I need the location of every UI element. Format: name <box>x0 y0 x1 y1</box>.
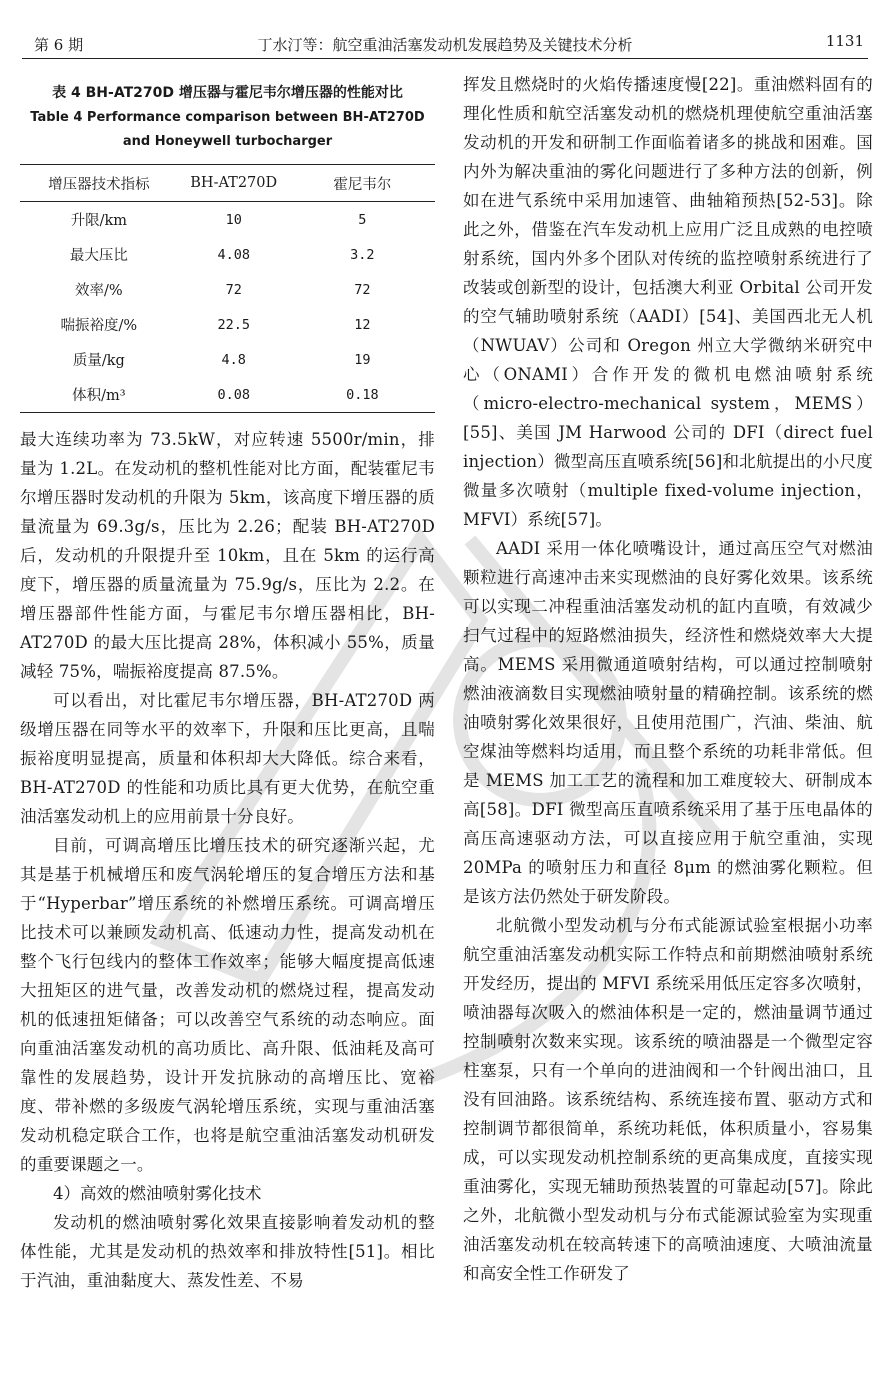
table-row <box>20 377 435 413</box>
table-row <box>20 342 435 377</box>
cell-bh: 4.08 <box>217 246 250 263</box>
row-label: 升限/km <box>70 213 128 229</box>
cell-bh: 4.8 <box>221 351 246 368</box>
table-row <box>20 202 435 238</box>
table-caption-cn: 表 4 BH-AT270D 增压器与霍尼韦尔增压器的性能对比 <box>52 85 403 101</box>
issue-number: 第 6 期 <box>34 36 84 54</box>
row-label: 喘振裕度/% <box>60 318 138 334</box>
cell-honeywell: 0.18 <box>346 386 379 403</box>
row-label: 最大压比 <box>69 248 128 264</box>
cell-honeywell: 12 <box>354 316 371 333</box>
cell-bh: 10 <box>225 211 242 228</box>
row-label: 体积/m³ <box>72 388 126 404</box>
left-body-text <box>20 425 435 1295</box>
cell-bh: 72 <box>225 281 242 298</box>
table-caption-en <box>20 106 435 154</box>
paragraph: 可以看出，对比霍尼韦尔增压器，BH-AT270D 两级增压器在同等水平的效率下，升限和压比更高，且喘振裕度明显提高，质量和体积却大大降低。综合来看，BH-AT270D 的性能和功质比具有更大优势，在航空重油活塞发动机上的应用前景十分良好。 <box>20 691 435 826</box>
section-subheading: 4）高效的燃油喷射雾化技术 <box>53 1184 262 1203</box>
paragraph: 挥发且燃烧时的火焰传播速度慢[22]。重油燃料固有的理化性质和航空活塞发动机的燃烧机理使航空重油活塞发动机的开发和研制工作面临着诸多的挑战和困难。国内外为解决重油的雾化问题进行了多种方法的创新，例如在进气系统中采用加速管、曲轴箱预热[52-53]。除此之外，借鉴在汽车发动机上应用广泛且成熟的电控喷射系统，国内外多个团队对传统的监控喷射系统进行了改装或创新型的设计，包括澳大利亚 Orbital 公司开发的空气辅助喷射系统（AADI）[54]、美国西北无人机（NWUAV）公司和 Oregon 州立大学微纳米研究中心（ONAMI）合作开发的微机电燃油喷射系统（micro-electro-mechanical system，MEMS）[55]、美国 JM Harwood 公司的 DFI（direct fuel injection）微型高压直喷系统[56]和北航提出的小尺度微量多次喷射（multiple fixed-volume injection，MFVI）系统[57]。 <box>463 75 873 529</box>
left-column <box>20 70 435 1295</box>
running-header <box>22 30 868 59</box>
cell-bh: 0.08 <box>217 386 250 403</box>
performance-table <box>20 164 435 413</box>
paragraph: 最大连续功率为 73.5kW，对应转速 5500r/min，排量为 1.2L。在发动机的整机性能对比方面，配装霍尼韦尔增压器时发动机的升限为 5km，该高度下增压器的质量流量为 69.3g/s，压比为 2.26；配装 BH-AT270D 后，发动机的升限提升至 10km，且在 5km 的运行高度下，增压器的质量流量为 75.9g/s，压比为 2.2。在增压器部件性能方面，与霍尼韦尔增压器相比，BH-AT270D 的最大压比提高 28%，体积减小 55%，质量减轻 75%，喘振裕度提高 87.5%。 <box>20 430 435 681</box>
table-row <box>20 307 435 342</box>
running-title: 丁水汀等：航空重油活塞发动机发展趋势及关键技术分析 <box>257 36 633 54</box>
row-label: 质量/kg <box>72 353 125 369</box>
cell-honeywell: 3.2 <box>350 246 375 263</box>
cell-bh: 22.5 <box>217 316 250 333</box>
col-header-indicator: 增压器技术指标 <box>20 165 178 202</box>
col-header-bh-at270d: BH-AT270D <box>178 165 290 202</box>
paragraph: 北航微小型发动机与分布式能源试验室根据小功率航空重油活塞发动机实际工作特点和前期燃油喷射系统开发经历，提出的 MFVI 系统采用低压定容多次喷射，喷油器每次吸入的燃油体积是一定的，燃油量调节通过控制喷射次数来实现。该系统的喷油器是一个微型定容柱塞泵，只有一个单向的进油阀和一个针阀出油口，且没有回油路。该系统结构、系统连接布置、驱动方式和控制调节都很简单，系统功耗低，体积质量小，容易集成，可以实现发动机控制系统的更高集成度，直接实现重油雾化，实现无辅助预热装置的可靠起动[57]。除此之外，北航微小型发动机与分布式能源试验室为实现重油活塞发动机在较高转速下的高喷油速度、大喷油流量和高安全性工作研发了 <box>463 916 873 1283</box>
right-column <box>463 70 873 1288</box>
cell-honeywell: 19 <box>354 351 371 368</box>
paragraph: 发动机的燃油喷射雾化效果直接影响着发动机的整体性能，尤其是发动机的热效率和排放特性[51]。相比于汽油，重油黏度大、蒸发性差、不易 <box>20 1213 435 1290</box>
table-caption-en-line1: Table 4 Performance comparison between BH-AT270D <box>30 110 425 125</box>
cell-honeywell: 72 <box>354 281 371 298</box>
col-header-honeywell: 霍尼韦尔 <box>290 165 435 202</box>
page-number: 1131 <box>825 32 864 50</box>
paragraph: 目前，可调高增压比增压技术的研究逐渐兴起，尤其是基于机械增压和废气涡轮增压的复合增压方法和基于“Hyperbar”增压系统的补燃增压系统。可调高增压比技术可以兼顾发动机高、低速动力性，提高发动机在整个飞行包线内的整体工作效率；能够大幅度提高低速大扭矩区的进气量，改善发动机的燃烧过程，提高发动机的低速扭矩储备；可以改善空气系统的动态响应。面向重油活塞发动机的高功质比、高升限、低油耗及高可靠性的发展趋势，设计开发抗脉动的高增压比、宽裕度、带补燃的多级废气涡轮增压系统，实现与重油活塞发动机稳定联合工作，也将是航空重油活塞发动机研发的重要课题之一。 <box>20 836 435 1174</box>
table-row <box>20 272 435 307</box>
table-header-row <box>20 165 435 202</box>
table-caption-en-line2: and Honeywell turbocharger <box>122 134 333 149</box>
row-label: 效率/% <box>75 283 123 299</box>
cell-honeywell: 5 <box>358 211 367 228</box>
table-row <box>20 237 435 272</box>
paragraph: AADI 采用一体化喷嘴设计，通过高压空气对燃油颗粒进行高速冲击来实现燃油的良好雾化效果。该系统可以实现二冲程重油活塞发动机的缸内直喷，有效减少扫气过程中的短路燃油损失，经济性和燃烧效率大大提高。MEMS 采用微通道喷射结构，可以通过控制喷射燃油液滴数目实现燃油喷射量的精确控制。该系统的燃油喷射雾化效果很好，且使用范围广，汽油、柴油、航空煤油等燃料均适用，而且整个系统的功耗非常低。但是 MEMS 加工工艺的流程和加工难度较大、研制成本高[58]。DFI 微型高压直喷系统采用了基于压电晶体的高压高速驱动方法，可以直接应用于航空重油，实现 20MPa 的喷射压力和直径 8μm 的燃油雾化颗粒。但是该方法仍然处于研发阶段。 <box>463 539 873 906</box>
